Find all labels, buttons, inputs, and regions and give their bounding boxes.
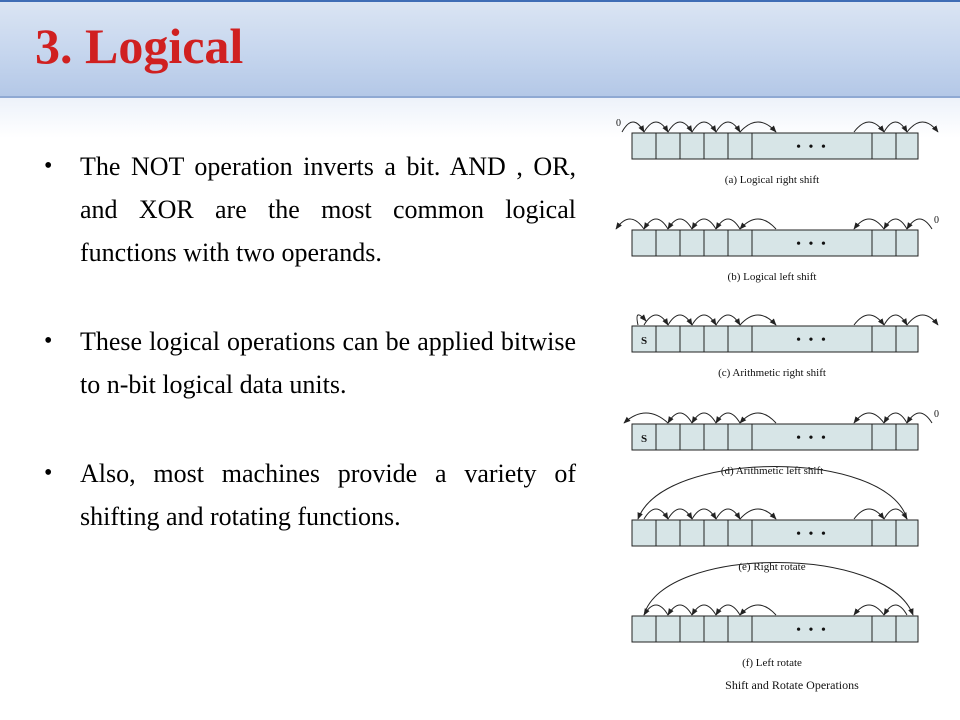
shift-arrow-icon [668, 122, 692, 132]
shift-arrow-icon [884, 122, 907, 132]
register-box [632, 424, 918, 450]
shift-arrow-icon [668, 413, 692, 423]
fill-bit-label: 0 [934, 409, 939, 420]
shift-arrow-icon [740, 122, 776, 132]
bullet-list [44, 145, 576, 538]
shift-arrow-icon [622, 122, 644, 132]
bullet-dot-icon: • [44, 460, 53, 486]
shift-arrow-icon [692, 315, 716, 325]
sign-bit-label: S [640, 335, 648, 347]
panel-label: (a) Logical right shift [724, 174, 820, 186]
register-ellipsis: • • • [796, 623, 828, 638]
shift-arrow-icon [907, 219, 932, 229]
shift-arrow-icon [692, 122, 716, 132]
bullet-item [44, 452, 576, 538]
shift-arrow-icon [624, 413, 668, 423]
panel-label: (c) Arithmetic right shift [718, 367, 826, 379]
bullet-text: Also, most machines provide a variety of shifting and rotating functions. [80, 459, 576, 531]
register-box [632, 326, 918, 352]
shift-arrow-icon [692, 219, 716, 229]
fill-bit-label: 0 [616, 118, 621, 129]
bullet-item [44, 320, 576, 406]
shift-arrow-icon [907, 122, 938, 132]
bullet-item [44, 145, 576, 274]
register-box [632, 230, 918, 256]
slide-title: 3. Logical [35, 18, 244, 74]
shift-arrow-icon [884, 315, 907, 325]
bullet-text: These logical operations can be applied bitwise to n-bit logical data units. [80, 327, 576, 399]
panel-label: (f) Left rotate [742, 657, 802, 669]
shift-arrow-icon [692, 413, 716, 423]
shift-arrow-icon [616, 219, 644, 229]
register-ellipsis: • • • [796, 333, 828, 348]
shift-arrow-icon [740, 509, 776, 519]
shift-arrow-icon [884, 219, 907, 229]
shift-arrow-icon [854, 413, 884, 423]
register-box [632, 616, 918, 642]
register-ellipsis: • • • [796, 527, 828, 542]
shift-arrow-icon [716, 413, 740, 423]
register-box [632, 133, 918, 159]
shift-arrow-icon [740, 315, 776, 325]
shift-arrow-icon [884, 413, 907, 423]
shift-arrow-icon [854, 122, 884, 132]
shift-arrow-icon [668, 315, 692, 325]
fill-bit-label: 0 [934, 215, 939, 226]
shift-arrow-icon [854, 605, 884, 615]
shift-arrow-icon [854, 509, 884, 519]
shift-arrow-icon [644, 509, 668, 519]
shift-arrow-icon [716, 605, 740, 615]
shift-arrow-icon [668, 509, 692, 519]
shift-arrow-icon [668, 605, 692, 615]
shift-arrow-icon [668, 219, 692, 229]
register-ellipsis: • • • [796, 431, 828, 446]
shift-arrow-icon [644, 315, 668, 325]
panel-label: (b) Logical left shift [727, 271, 817, 283]
diagram-caption: Shift and Rotate Operations [725, 678, 859, 692]
shift-arrow-icon [644, 122, 668, 132]
shift-arrow-icon [854, 315, 884, 325]
bullet-dot-icon: • [44, 328, 53, 354]
shift-arrow-icon [692, 605, 716, 615]
shift-arrow-icon [716, 315, 740, 325]
panel-label: (e) Right rotate [738, 561, 806, 573]
shift-arrow-icon [716, 122, 740, 132]
sign-bit-label: S [640, 433, 648, 445]
shift-arrow-icon [884, 605, 907, 615]
shift-arrow-icon [907, 413, 932, 423]
bullet-text: The NOT operation inverts a bit. AND , OR, and XOR are the most common logical functions with two operands. [80, 152, 576, 267]
shift-arrow-icon [716, 509, 740, 519]
register-ellipsis: • • • [796, 237, 828, 252]
shift-arrow-icon [692, 509, 716, 519]
shift-arrow-icon [716, 219, 740, 229]
shift-arrow-icon [740, 413, 776, 423]
register-ellipsis: • • • [796, 140, 828, 155]
register-box [632, 520, 918, 546]
shift-rotate-diagram [600, 108, 945, 700]
panel-label: (d) Arithmetic left shift [720, 465, 824, 477]
title-bar [0, 0, 960, 98]
shift-arrow-icon [644, 219, 668, 229]
shift-arrow-icon [854, 219, 884, 229]
shift-arrow-icon [907, 315, 938, 325]
shift-arrow-icon [740, 219, 776, 229]
shift-arrow-icon [740, 605, 776, 615]
bullet-dot-icon: • [44, 153, 53, 179]
